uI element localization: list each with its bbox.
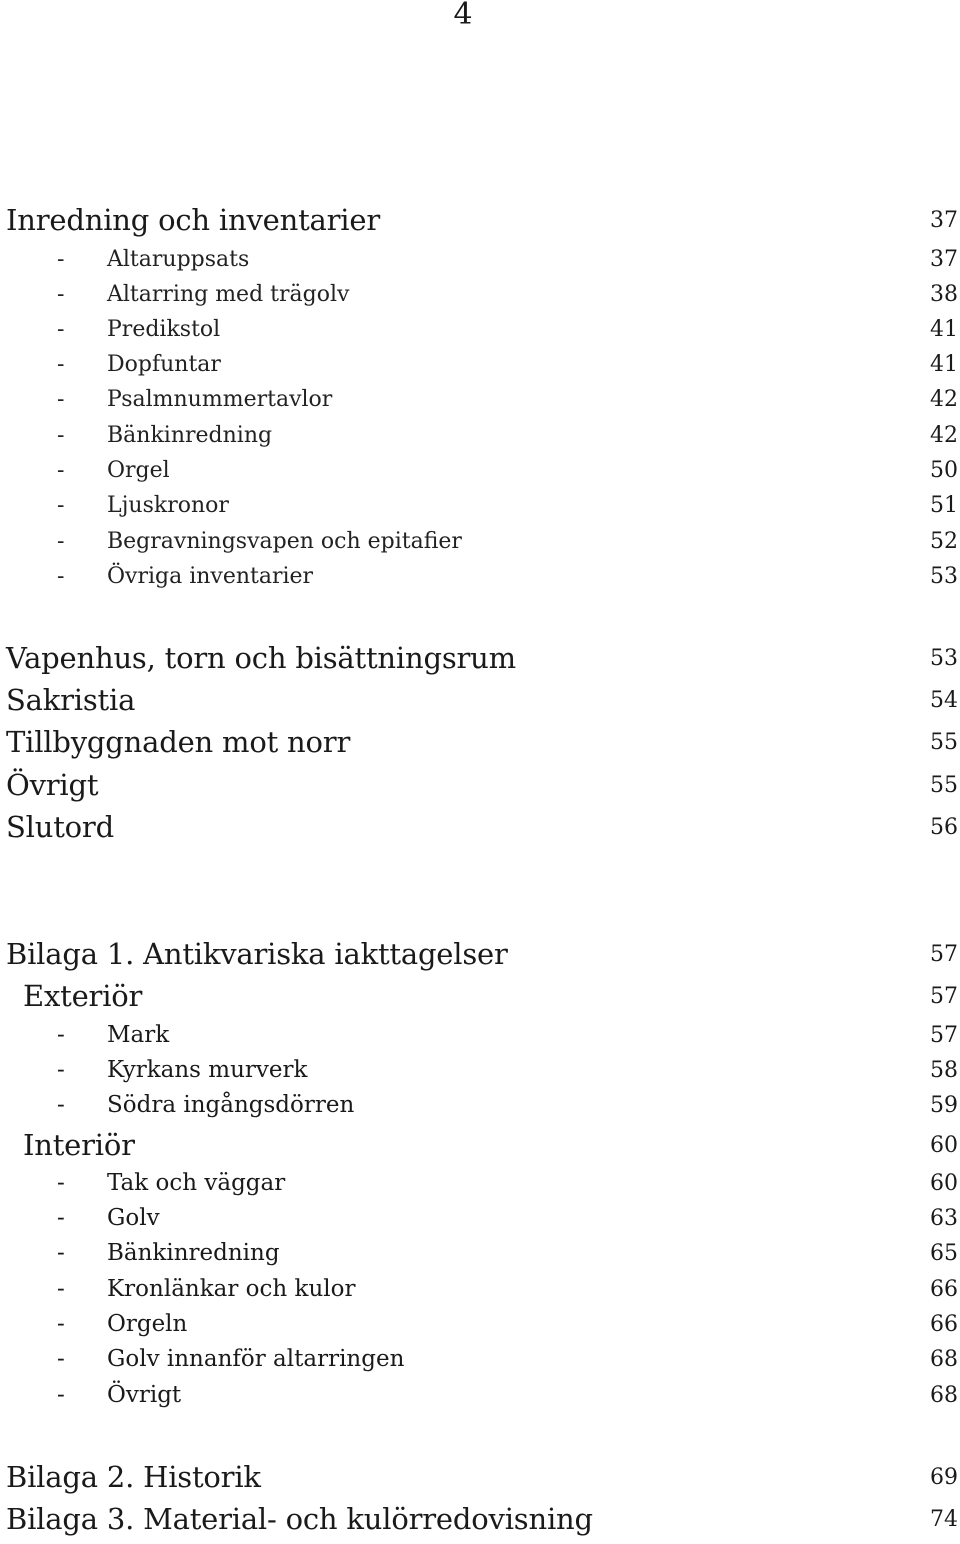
toc-entry-title: Övriga inventarier	[107, 563, 314, 589]
toc-entry	[0, 767, 958, 803]
toc-entry-title: Övrigt	[107, 1382, 182, 1408]
toc-entry	[0, 724, 958, 760]
toc-entry-dash: -	[57, 1170, 65, 1196]
toc-entry-page: 66	[930, 1311, 958, 1337]
toc-entry	[0, 417, 958, 453]
toc-entry	[0, 682, 958, 718]
toc-entry	[0, 241, 958, 277]
toc-entry-page: 57	[930, 941, 958, 967]
toc-entry-title: Psalmnummertavlor	[107, 386, 333, 412]
toc-entry-dash: -	[57, 246, 65, 272]
toc-entry-title: Predikstol	[107, 316, 221, 342]
toc-entry-page: 69	[930, 1464, 958, 1490]
toc-entry-page: 56	[930, 814, 958, 840]
toc-entry	[0, 558, 958, 594]
toc-entry	[0, 1165, 958, 1201]
toc-entry-page: 58	[930, 1057, 958, 1083]
toc-entry	[0, 311, 958, 347]
toc-entry-page: 42	[930, 422, 958, 448]
toc-entry-title: Tak och väggar	[107, 1170, 286, 1196]
toc-entry-page: 38	[930, 281, 958, 307]
toc-entry	[0, 978, 958, 1014]
toc-entry-page: 55	[930, 772, 958, 798]
toc-entry	[0, 523, 958, 559]
toc-entry	[0, 1501, 958, 1537]
toc-entry-page: 51	[930, 492, 958, 518]
toc-entry-title: Bilaga 3. Material- och kulörredovisning	[6, 1502, 593, 1536]
toc-entry-dash: -	[57, 1276, 65, 1302]
toc-entry-page: 57	[930, 983, 958, 1009]
toc-entry-title: Altaruppsats	[107, 246, 250, 272]
toc-entry-page: 68	[930, 1346, 958, 1372]
toc-entry	[0, 202, 958, 238]
toc-entry-dash: -	[57, 1240, 65, 1266]
toc-entry-page: 42	[930, 386, 958, 412]
toc-entry-title: Exteriör	[23, 979, 143, 1013]
toc-entry-dash: -	[57, 386, 65, 412]
toc-entry-page: 41	[930, 316, 958, 342]
toc-entry	[0, 346, 958, 382]
toc-entry-page: 65	[930, 1240, 958, 1266]
toc-entry-page: 53	[930, 563, 958, 589]
toc-entry-dash: -	[57, 457, 65, 483]
toc-entry-dash: -	[57, 281, 65, 307]
toc-entry-page: 59	[930, 1092, 958, 1118]
page-number: 4	[453, 0, 473, 32]
toc-entry-title: Altarring med trägolv	[107, 281, 350, 307]
toc-entry-title: Södra ingångsdörren	[107, 1092, 355, 1118]
toc-entry-title: Mark	[107, 1022, 170, 1048]
toc-entry-page: 50	[930, 457, 958, 483]
toc-entry	[0, 276, 958, 312]
toc-entry-page: 52	[930, 528, 958, 554]
toc-entry-title: Bänkinredning	[107, 422, 273, 448]
toc-entry	[0, 1459, 958, 1495]
toc-entry-dash: -	[57, 1205, 65, 1231]
toc-entry	[0, 936, 958, 972]
toc-entry-dash: -	[57, 528, 65, 554]
toc-entry-title: Sakristia	[6, 683, 136, 717]
toc-entry-dash: -	[57, 316, 65, 342]
toc-entry-dash: -	[57, 1382, 65, 1408]
toc-entry-title: Vapenhus, torn och bisättningsrum	[6, 641, 516, 675]
toc-entry-page: 60	[930, 1170, 958, 1196]
toc-entry-title: Tillbyggnaden mot norr	[6, 725, 351, 759]
toc-entry-title: Kyrkans murverk	[107, 1057, 308, 1083]
toc-entry	[0, 1235, 958, 1271]
toc-entry	[0, 487, 958, 523]
toc-entry-page: 66	[930, 1276, 958, 1302]
toc-entry-dash: -	[57, 563, 65, 589]
toc-entry-page: 57	[930, 1022, 958, 1048]
toc-entry	[0, 1377, 958, 1413]
toc-entry-title: Slutord	[6, 810, 114, 844]
toc-entry-dash: -	[57, 351, 65, 377]
toc-entry	[0, 452, 958, 488]
toc-entry-title: Orgeln	[107, 1311, 188, 1337]
toc-entry-page: 74	[930, 1506, 958, 1532]
toc-entry-dash: -	[57, 1092, 65, 1118]
toc-entry-title: Begravningsvapen och epitafier	[107, 528, 462, 554]
toc-entry	[0, 640, 958, 676]
toc-entry	[0, 381, 958, 417]
toc-entry-page: 37	[930, 207, 958, 233]
toc-entry-page: 54	[930, 687, 958, 713]
toc-entry-page: 68	[930, 1382, 958, 1408]
toc-entry-title: Kronlänkar och kulor	[107, 1276, 356, 1302]
toc-entry-page: 41	[930, 351, 958, 377]
toc-entry-title: Golv	[107, 1205, 160, 1231]
toc-entry-dash: -	[57, 422, 65, 448]
toc-entry	[0, 1127, 958, 1163]
toc-entry-dash: -	[57, 1311, 65, 1337]
toc-entry	[0, 1341, 958, 1377]
toc-entry	[0, 1052, 958, 1088]
toc-entry	[0, 1306, 958, 1342]
toc-entry	[0, 1200, 958, 1236]
toc-entry	[0, 1017, 958, 1053]
toc-entry-title: Inredning och inventarier	[6, 203, 381, 237]
toc-entry-dash: -	[57, 492, 65, 518]
toc-entry-title: Bänkinredning	[107, 1240, 280, 1266]
toc-entry	[0, 1087, 958, 1123]
toc-entry-page: 63	[930, 1205, 958, 1231]
toc-entry-title: Ljuskronor	[107, 492, 229, 518]
toc-entry-title: Interiör	[23, 1128, 135, 1162]
toc-entry	[0, 809, 958, 845]
toc-entry-page: 37	[930, 246, 958, 272]
toc-entry-dash: -	[57, 1022, 65, 1048]
toc-entry-page: 53	[930, 645, 958, 671]
toc-entry-title: Bilaga 1. Antikvariska iakttagelser	[6, 937, 508, 971]
toc-entry-dash: -	[57, 1057, 65, 1083]
toc-entry-title: Bilaga 2. Historik	[6, 1460, 261, 1494]
toc-entry-title: Golv innanför altarringen	[107, 1346, 405, 1372]
toc-entry-title: Övrigt	[6, 768, 99, 802]
toc-entry-dash: -	[57, 1346, 65, 1372]
toc-entry	[0, 1271, 958, 1307]
toc-entry-page: 55	[930, 729, 958, 755]
toc-entry-page: 60	[930, 1132, 958, 1158]
toc-entry-title: Dopfuntar	[107, 351, 221, 377]
toc-entry-title: Orgel	[107, 457, 170, 483]
